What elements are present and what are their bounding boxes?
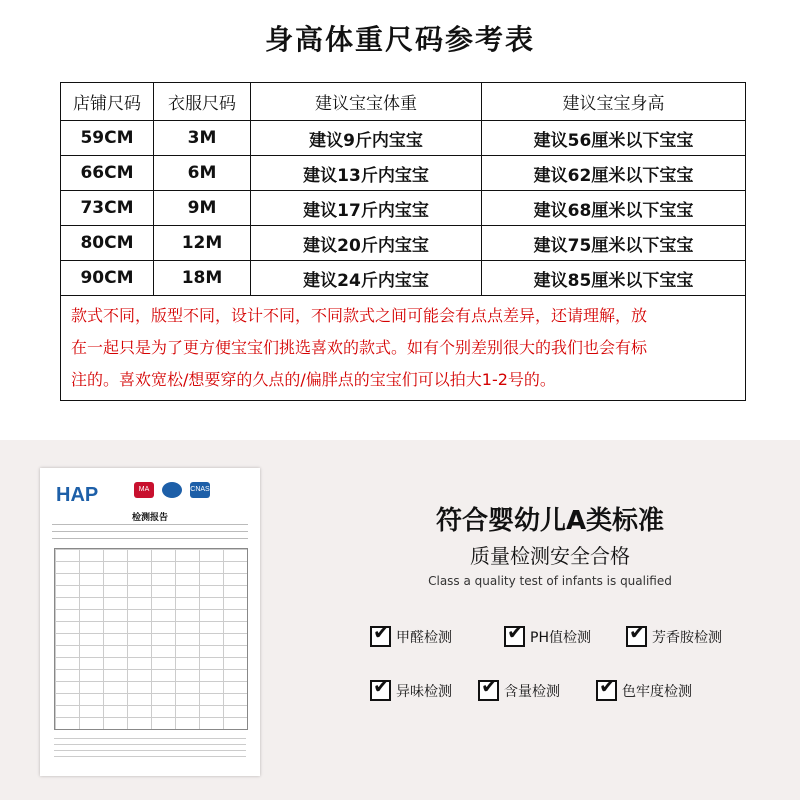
note-line: 款式不同，版型不同，设计不同，不同款式之间可能会有点点差异，还请理解，放 — [71, 306, 648, 325]
size-note — [61, 296, 746, 401]
height-cell: 建议68厘米以下宝宝 — [482, 191, 746, 226]
height-cell: 建议85厘米以下宝宝 — [482, 261, 746, 296]
size-table — [60, 82, 746, 401]
weight-cell: 建议24斤内宝宝 — [251, 261, 482, 296]
clothes-size-cell: 9M — [154, 191, 251, 226]
table-row — [61, 226, 746, 261]
check-label: 异味检测 — [396, 683, 452, 700]
page-title: 身高体重尺码参考表 — [264, 23, 535, 56]
store-size-cell: 73CM — [61, 191, 154, 226]
ilac-logo — [162, 482, 182, 498]
checkmark-box-icon: ✔ — [504, 626, 525, 647]
height-cell: 建议75厘米以下宝宝 — [482, 226, 746, 261]
header-clothes-size: 衣服尺码 — [154, 83, 251, 121]
table-row — [61, 156, 746, 191]
checkmark-box-icon: ✔ — [478, 680, 499, 701]
weight-cell: 建议9斤内宝宝 — [251, 121, 482, 156]
header-store-size: 店铺尺码 — [61, 83, 154, 121]
check-item-odor — [370, 674, 452, 701]
checkmark-box-icon: ✔ — [596, 680, 617, 701]
note-row — [61, 296, 746, 401]
clothes-size-cell: 12M — [154, 226, 251, 261]
weight-cell: 建议20斤内宝宝 — [251, 226, 482, 261]
check-item-ph — [504, 620, 591, 647]
height-cell: 建议62厘米以下宝宝 — [482, 156, 746, 191]
checkmark-box-icon: ✔ — [370, 680, 391, 701]
check-label: 芳香胺检测 — [652, 629, 722, 646]
height-cell: 建议56厘米以下宝宝 — [482, 121, 746, 156]
note-line: 注的。喜欢宽松/想要穿的久点的/偏胖点的宝宝们可以拍大1-2号的。 — [71, 370, 556, 389]
check-label: 色牢度检测 — [622, 683, 692, 700]
quality-title: 符合婴幼儿A类标准 — [435, 506, 665, 536]
check-item-color-fastness — [596, 674, 692, 701]
clothes-size-cell: 3M — [154, 121, 251, 156]
report-results-table — [54, 548, 248, 730]
report-title: 检测报告 — [131, 513, 168, 523]
cnas-logo: CNAS — [190, 482, 210, 498]
clothes-size-cell: 18M — [154, 261, 251, 296]
table-row — [61, 191, 746, 226]
weight-cell: 建议13斤内宝宝 — [251, 156, 482, 191]
checkmark-box-icon: ✔ — [626, 626, 647, 647]
table-row — [61, 261, 746, 296]
check-item-formaldehyde — [370, 620, 452, 647]
header-weight: 建议宝宝体重 — [251, 83, 482, 121]
weight-cell: 建议17斤内宝宝 — [251, 191, 482, 226]
checkmark-box-icon: ✔ — [370, 626, 391, 647]
store-size-cell: 80CM — [61, 226, 154, 261]
quality-english: Class a quality test of infants is qualified — [428, 574, 672, 588]
header-height: 建议宝宝身高 — [482, 83, 746, 121]
hap-logo: HAP — [56, 484, 99, 506]
report-header-lines — [52, 524, 248, 545]
clothes-size-cell: 6M — [154, 156, 251, 191]
store-size-cell: 66CM — [61, 156, 154, 191]
table-row — [61, 121, 746, 156]
table-header-row — [61, 83, 746, 121]
check-label: PH值检测 — [530, 629, 591, 646]
store-size-cell: 59CM — [61, 121, 154, 156]
quality-subtitle: 质量检测安全合格 — [470, 544, 630, 568]
store-size-cell: 90CM — [61, 261, 154, 296]
check-item-content — [478, 674, 560, 701]
report-footer-lines — [54, 738, 246, 762]
note-line: 在一起只是为了更方便宝宝们挑选喜欢的款式。如有个别差别很大的我们也会有标 — [71, 338, 648, 357]
test-report-image — [40, 468, 260, 776]
check-item-aromatic-amine — [626, 620, 722, 647]
check-label: 甲醛检测 — [396, 629, 452, 646]
check-label: 含量检测 — [504, 683, 560, 700]
ma-logo: MA — [134, 482, 154, 498]
